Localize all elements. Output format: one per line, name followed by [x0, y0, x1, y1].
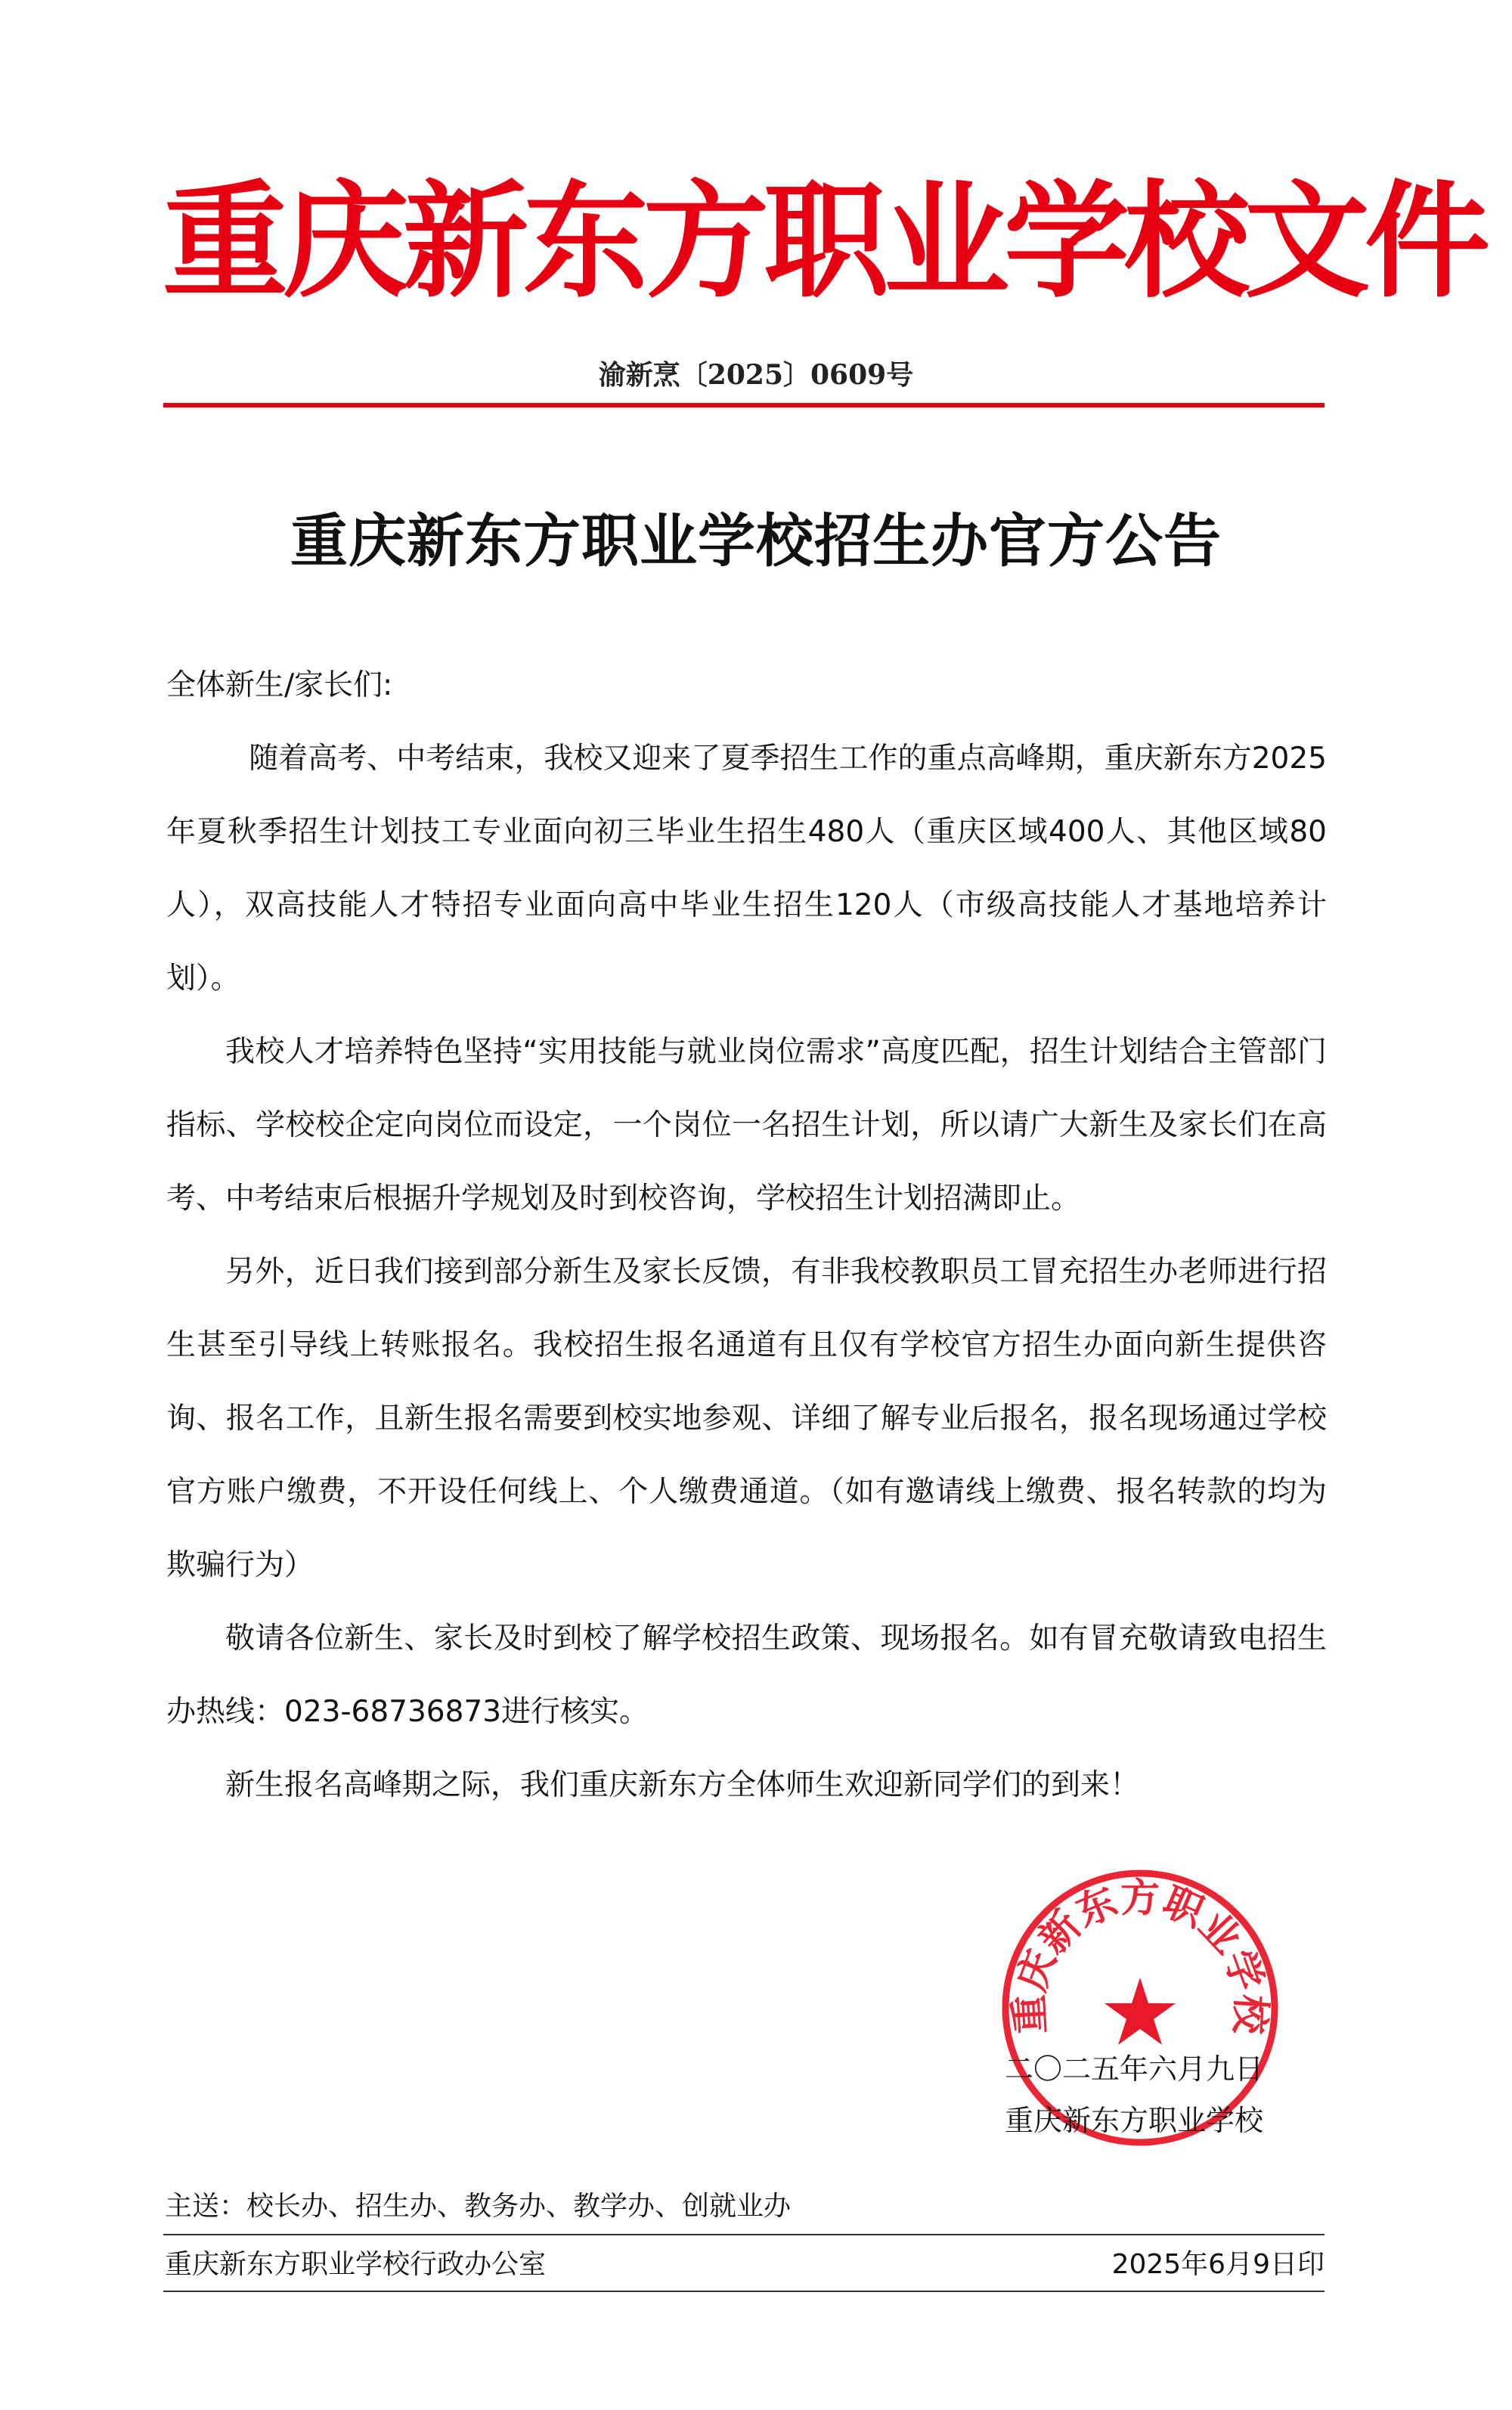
signing-date: 二〇二五年六月九日 — [1004, 2052, 1263, 2086]
notice-body — [166, 649, 1327, 1822]
issuing-office: 重庆新东方职业学校行政办公室 — [165, 2249, 547, 2280]
print-date: 2025年6月9日印 — [1111, 2249, 1325, 2280]
red-header-title: 重庆新东方职业学校文件 — [163, 168, 1485, 315]
paragraph-3: 另外，近日我们接到部分新生及家长反馈，有非我校教职员工冒充招生办老师进行招生甚至引导线上转账报名。我校招生报名通道有且仅有学校官方招生办面向新生提供咨询、报名工作，且新生报名需要到校实地参观、详细了解专业后报名，报名现场通过学校官方账户缴费，不开设任何线上、个人缴费通道。（如有邀请线上缴费、报名转款的均为欺骗行为） — [166, 1255, 1327, 1582]
salutation: 全体新生/家长们: — [166, 668, 393, 702]
footer-divider-top — [163, 2234, 1325, 2235]
paragraph-4: 敬请各位新生、家长及时到校了解学校招生政策、现场报名。如有冒充敬请致电招生办热线：023-68736873进行核实。 — [166, 1622, 1327, 1729]
paragraph-2: 我校人才培养特色坚持“实用技能与就业岗位需求”高度匹配，招生计划结合主管部门指标、学校校企定向岗位而设定，一个岗位一名招生计划，所以请广大新生及家长们在高考、中考结束后根据升学规划及时到校咨询，学校招生计划招满即止。 — [166, 1035, 1327, 1216]
notice-heading: 重庆新东方职业学校招生办官方公告 — [290, 507, 1222, 575]
cc-recipients: 主送：校长办、招生办、教务办、教学办、创就业办 — [165, 2191, 792, 2222]
svg-text:重庆新东方职业学校: 重庆新东方职业学校 — [1005, 1875, 1275, 2036]
document-number: 渝新烹〔2025〕0609号 — [598, 359, 914, 391]
red-divider — [163, 403, 1325, 407]
paragraph-1: 随着高考、中考结束，我校又迎来了夏季招生工作的重点高峰期，重庆新东方2025年夏秋季招生计划技工专业面向初三毕业生招生480人（重庆区域400人、其他区域80人），双高技能人才特招专业面向高中毕业生招生120人（市级高技能人才基地培养计划）。 — [166, 742, 1327, 996]
issuer-name: 重庆新东方职业学校 — [1004, 2104, 1263, 2137]
paragraph-5: 新生报名高峰期之际，我们重庆新东方全体师生欢迎新同学们的到来！ — [225, 1768, 1140, 1802]
footer-divider-bottom — [163, 2291, 1325, 2292]
